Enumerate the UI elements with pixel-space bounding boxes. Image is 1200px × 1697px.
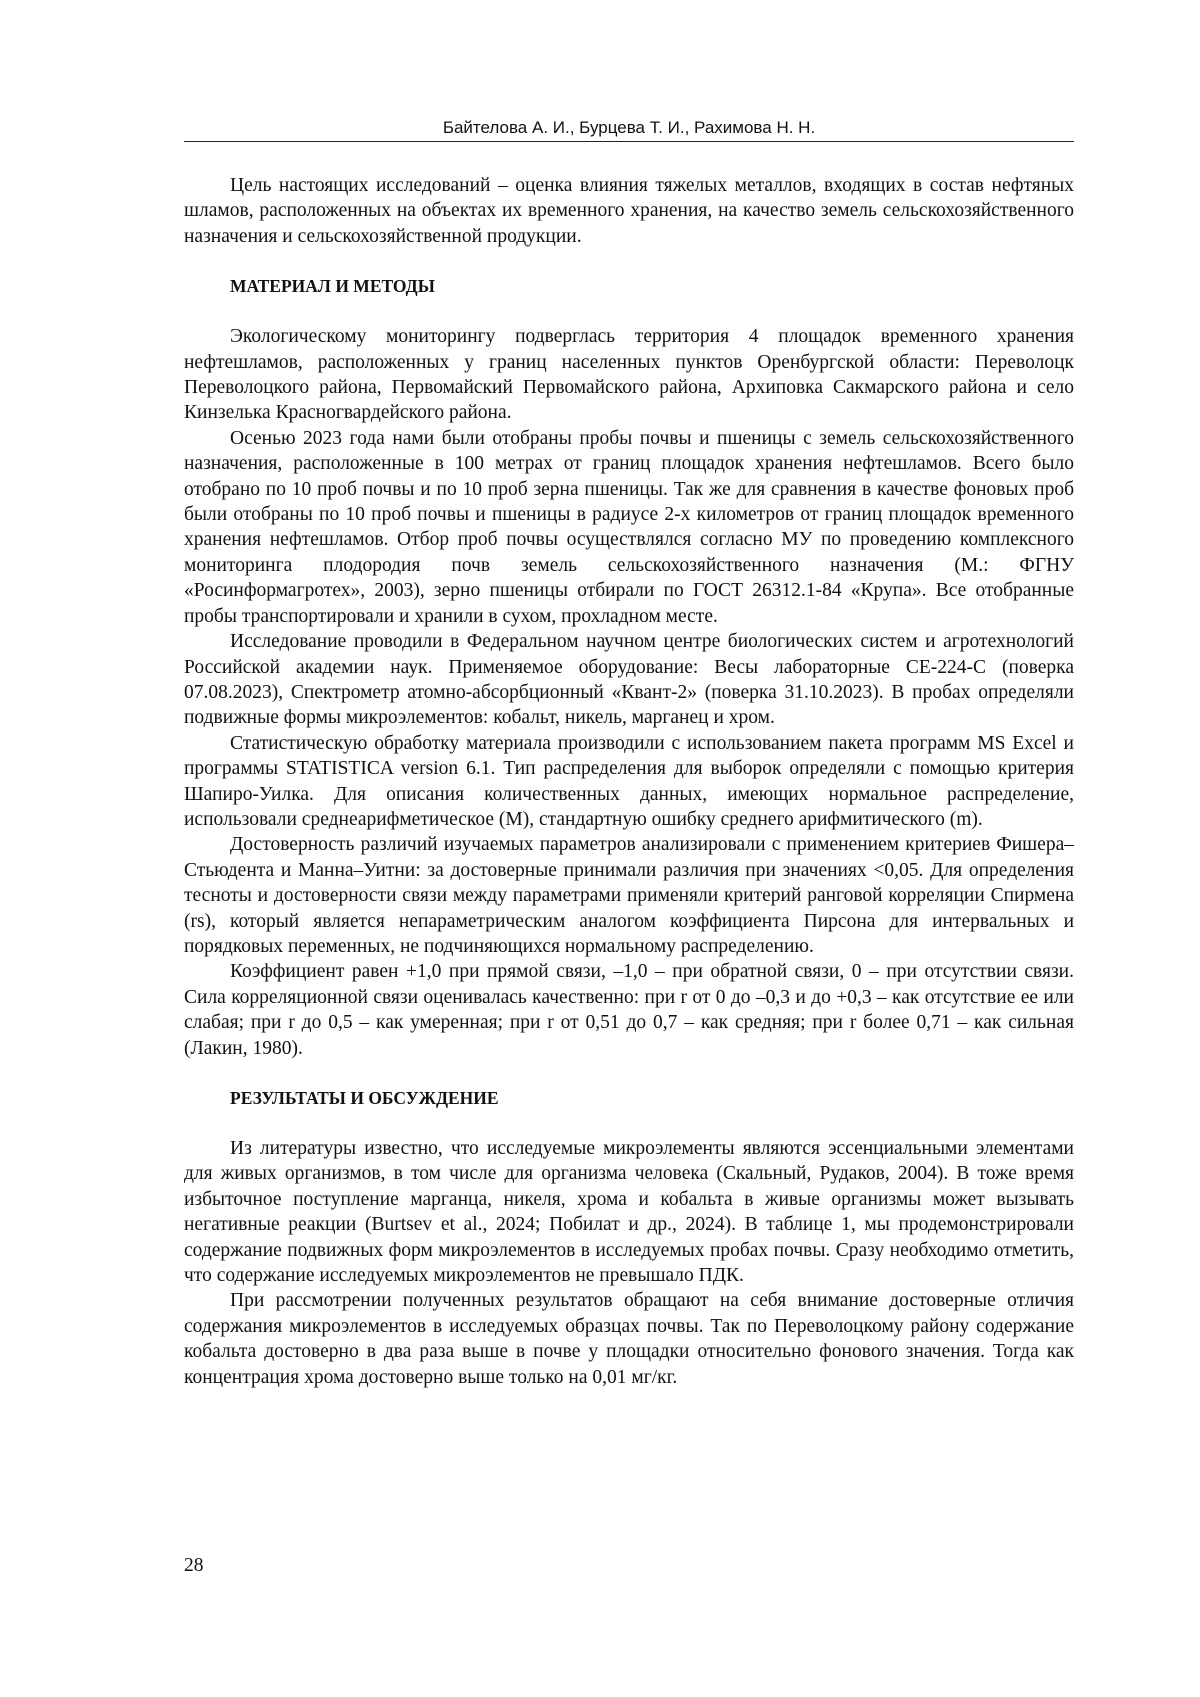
intro-paragraph: Цель настоящих исследований – оценка влияния тяжелых металлов, входящих в состав нефтяных шламов, расположенных на объектах их временного хранения, на качество земель сельскохозяйственного назначения и сельскохозяйственной продукции. — [184, 175, 1074, 247]
page-number: 28 — [184, 1555, 204, 1576]
results-paragraph: Из литературы известно, что исследуемые микроэлементы являются эссенциальными элементами для живых организмов, в том числе для организма человека (Скальный, Рудаков, 2004). В тоже время избыточное поступление марганца, никеля, хрома и кобальта в живые организмы может вызывать негативные реакции (Burtsev et al., 2024; Побилат и др., 2024). В таблице 1, мы продемонстрировали содержание подвижных форм микроэлементов в исследуемых пробах почвы. Сразу необходимо отметить, что содержание исследуемых микроэлементов не превышало ПДК. — [184, 1138, 1074, 1287]
header-rule — [184, 141, 1074, 142]
methods-paragraph: Экологическому мониторингу подверглась территория 4 площадок временного хранения нефтешламов, расположенных у границ населенных пунктов Оренбургской области: Переволоцк Переволоцкого района, Первомайский Первомайского района, Архиповка Сакмарского района и село Кинзелька Красногвардейского района. — [184, 326, 1074, 424]
results-paragraph: При рассмотрении полученных результатов обращают на себя внимание достоверные отличия содержания микроэлементов в исследуемых образцах почвы. Так по Переволоцкому району содержание кобальта достоверно в два раза выше в почве у площадки относительно фонового значения. Тогда как концентрация хрома достоверно выше только на 0,01 мг/кг. — [184, 1290, 1074, 1388]
section-gap — [184, 1061, 1074, 1086]
section-heading-methods: МАТЕРИАЛ И МЕТОДЫ — [230, 276, 435, 297]
section-gap — [184, 249, 1074, 274]
methods-paragraph: Осенью 2023 года нами были отобраны пробы почвы и пшеницы с земель сельскохозяйственного назначения, расположенные в 100 метрах от границ площадок хранения нефтешламов. Всего было отобрано по 10 проб почвы и по 10 проб зерна пшеницы. Так же для сравнения в качестве фоновых проб были отобраны по 10 проб почвы и пшеницы в радиусе 2-х километров от границ площадок временного хранения нефтешламов. Отбор проб почвы осуществлялся согласно МУ по проведению комплексного мониторинга плодородия почв земель сельскохозяйственного назначения (М.: ФГНУ «Росинформагротех», 2003), зерно пшеницы отбирали по ГОСТ 26312.1-84 «Крупа». Все отобранные пробы транспортировали и хранили в сухом, прохладном месте. — [184, 427, 1074, 627]
methods-paragraph: Коэффициент равен +1,0 при прямой связи, –1,0 – при обратной связи, 0 – при отсутствии связи. Сила корреляционной связи оценивалась качественно: при r от 0 до –0,3 и до +0,3 – как отсутствие ее или слабая; при r до 0,5 – как умеренная; при r от 0,51 до 0,7 – как средняя; при r более 0,71 – как сильная (Лакин, 1980). — [184, 961, 1074, 1059]
methods-paragraph: Статистическую обработку материала производили с использованием пакета программ MS Excel и программы STATISTICA version 6.1. Тип распределения для выборок определяли с помощью критерия Шапиро-Уилка. Для описания количественных данных, имеющих нормальное распределение, использовали среднеарифметическое (M), стандартную ошибку среднего арифмитического (m). — [184, 732, 1074, 830]
running-header-authors: Байтелова А. И., Бурцева Т. И., Рахимова Н. Н. — [442, 118, 816, 137]
methods-paragraph: Достоверность различий изучаемых параметров анализировали с применением критериев Фишера–Стьюдента и Манна–Уитни: за достоверные принимали различия при значениях <0,05. Для определения тесноты и достоверности связи между параметрами применяли критерий ранговой корреляции Спирмена (rs), который является непараметрическим аналогом коэффициента Пирсона для интервальных и порядковых переменных, не подчиняющихся нормальному распределению. — [184, 834, 1074, 957]
section-heading-results: РЕЗУЛЬТАТЫ И ОБСУЖДЕНИЕ — [230, 1088, 499, 1108]
article-body — [184, 173, 1074, 1390]
methods-paragraph: Исследование проводили в Федеральном научном центре биологических систем и агротехнологий Российской академии наук. Применяемое оборудование: Весы лабораторные CE-224-C (поверка 07.08.2023), Спектрометр атомно-абсорбционный «Квант-2» (поверка 31.10.2023). В пробах определяли подвижные формы микроэлементов: кобальт, никель, марганец и хром. — [184, 631, 1074, 729]
section-gap — [184, 299, 1074, 324]
section-gap — [184, 1111, 1074, 1136]
